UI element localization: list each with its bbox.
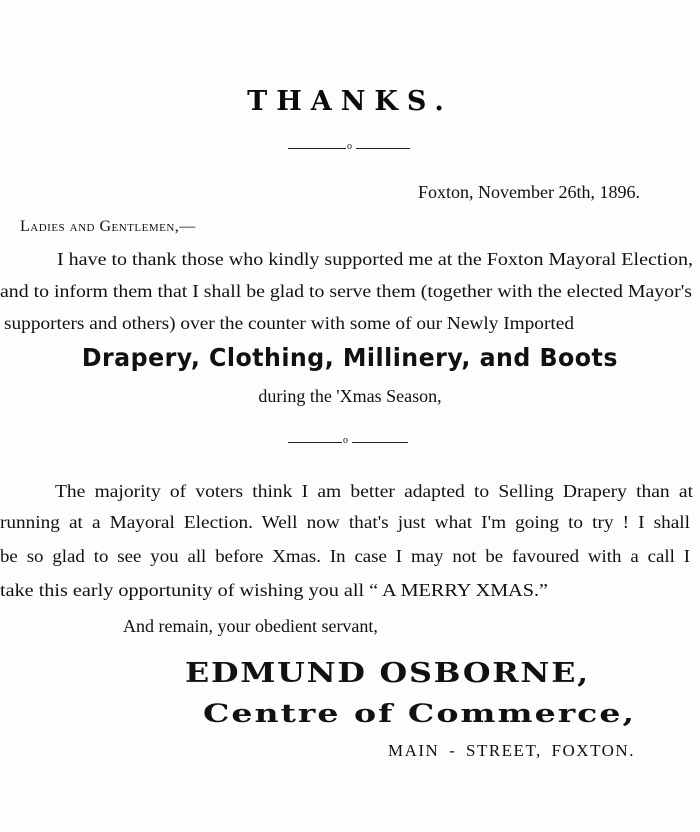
dateline: Foxton, November 26th, 1896. (418, 182, 640, 202)
business-name: Centre of Commerce, (203, 699, 636, 728)
notice-title: THANKS. (247, 86, 453, 117)
ornament-rule-left (288, 442, 342, 443)
signature-name: EDMUND OSBORNE, (185, 658, 590, 689)
goods-heading: Drapery, Clothing, Millinery, and Boots (81, 343, 618, 372)
intro-line-1: I have to thank those who kindly supported me at the Foxton Mayoral Election, (57, 249, 693, 269)
business-address: MAIN - STREET, FOXTON. (388, 741, 635, 760)
body-line-1: The majority of voters think I am better adapted to Selling Drapery than at (55, 481, 693, 501)
intro-line-3: supporters and others) over the counter with some of our Newly Imported (4, 313, 574, 333)
intro-line-2: and to inform them that I shall be glad to serve them (together with the elected Mayor's (0, 281, 692, 301)
ornament-rule-right (352, 442, 408, 443)
season-line: during the 'Xmas Season, (258, 386, 442, 406)
body-line-4: take this early opportunity of wishing you all “ A MERRY XMAS.” (0, 580, 548, 600)
ornament-rule-right (356, 148, 410, 149)
ornament-circle: o (343, 435, 348, 446)
ornament-rule-left (288, 148, 346, 149)
body-line-2: running at a Mayoral Election. Well now that's just what I'm going to try ! I shall (0, 512, 690, 532)
body-line-3: be so glad to see you all before Xmas. In case I may not be favoured with a call I (0, 546, 690, 566)
closing-line: And remain, your obedient servant, (123, 616, 378, 636)
salutation: Ladies and Gentlemen,— (20, 218, 196, 235)
ornament-circle: o (347, 141, 352, 152)
